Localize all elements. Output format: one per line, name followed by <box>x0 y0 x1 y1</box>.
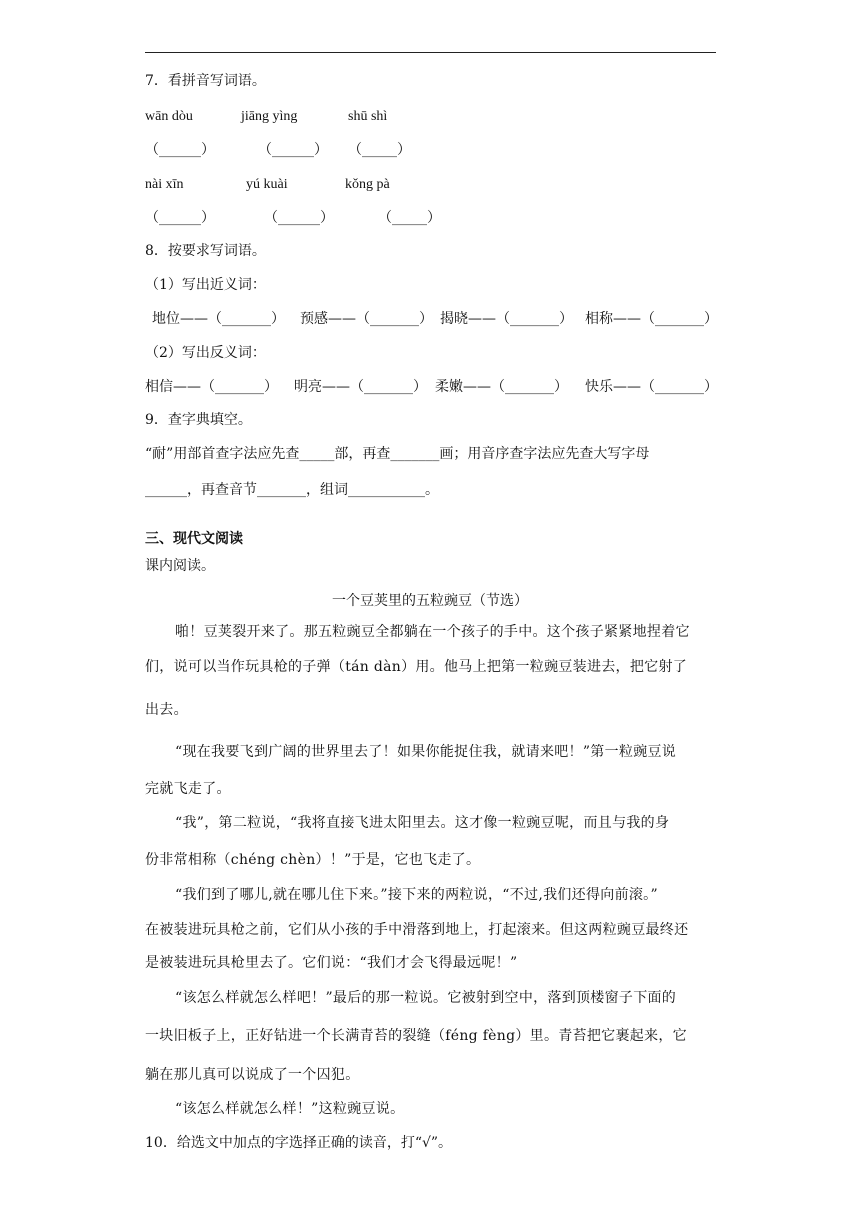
q8-sub2-label: （2）写出反义词： <box>145 345 266 361</box>
passage-line: 躺在那儿真可以说成了一个囚犯。 <box>145 1067 360 1083</box>
pinyin-wan-dou: wān dòu <box>145 109 193 124</box>
header-rule <box>145 52 716 53</box>
answer-blank[interactable]: （______） <box>145 142 215 158</box>
q10-title: 10．给选文中加点的字选择正确的读音，打“√”。 <box>145 1135 453 1151</box>
passage-line: 是被装进玩具枪里去了。它们说：“我们才会飞得最远呢！” <box>145 955 518 971</box>
passage-line: “该怎么样就怎么样吧！”最后的那一粒说。它被射到空中，落到顶楼窗子下面的 <box>175 990 677 1006</box>
synonym-item[interactable]: 地位——（_______） <box>152 311 285 327</box>
answer-blank[interactable]: （_____） <box>378 210 441 226</box>
section-heading: 三、现代文阅读 <box>145 531 243 547</box>
antonym-item[interactable]: 明亮——（_______） <box>294 379 427 395</box>
q8-title: 8．按要求写词语。 <box>145 243 266 259</box>
q9-title: 9．查字典填空。 <box>145 412 252 428</box>
passage-title: 一个豆荚里的五粒豌豆（节选） <box>332 593 528 609</box>
antonym-item[interactable]: 快乐——（_______） <box>585 379 718 395</box>
antonym-item[interactable]: 相信——（_______） <box>145 379 278 395</box>
antonym-item[interactable]: 柔嫩——（_______） <box>435 379 568 395</box>
q9-line-2: ______，再查音节_______，组词___________。 <box>145 482 439 498</box>
answer-blank[interactable]: （______） <box>258 142 328 158</box>
answer-blank[interactable]: （______） <box>145 210 215 226</box>
pinyin-yu-kuai: yú kuài <box>246 177 288 192</box>
q7-title: 7．看拼音写词语。 <box>145 73 266 89</box>
passage-line: 一块旧板子上，正好钻进一个长满青苔的裂缝（féng fèng）里。青苔把它裹起来，它 <box>145 1028 687 1044</box>
passage-line: “现在我要飞到广阔的世界里去了！如果你能捉住我，就请来吧！”第一粒豌豆说 <box>175 744 677 760</box>
q8-sub1-label: （1）写出近义词： <box>145 277 266 293</box>
synonym-item[interactable]: 揭晓——（_______） <box>440 311 573 327</box>
answer-blank[interactable]: （______） <box>264 210 334 226</box>
passage-line: 完就飞走了。 <box>145 781 231 797</box>
passage-line: 啪！豆荚裂开来了。那五粒豌豆全都躺在一个孩子的手中。这个孩子紧紧地捏着它 <box>175 624 690 640</box>
answer-blank[interactable]: （_____） <box>348 142 411 158</box>
passage-line: “我们到了哪儿,就在哪儿住下来。”接下来的两粒说，“不过,我们还得向前滚。” <box>175 887 658 903</box>
pinyin-shu-shi: shū shì <box>348 109 388 124</box>
pinyin-kong-pa: kǒng pà <box>345 177 390 192</box>
passage-line: 份非常相称（chéng chèn）！”于是，它也飞走了。 <box>145 852 481 868</box>
synonym-item[interactable]: 相称——（_______） <box>585 311 718 327</box>
pinyin-nai-xin: nài xīn <box>145 177 184 192</box>
synonym-item[interactable]: 预感——（_______） <box>300 311 433 327</box>
passage-line: “我”，第二粒说，“我将直接飞进太阳里去。这才像一粒豌豆呢，而且与我的身 <box>175 815 670 831</box>
passage-line: 在被装进玩具枪之前，它们从小孩的手中滑落到地上，打起滚来。但这两粒豌豆最终还 <box>145 922 689 938</box>
passage-line: “该怎么样就怎么样！”这粒豌豆说。 <box>175 1101 405 1117</box>
passage-line: 出去。 <box>145 702 188 718</box>
pinyin-jiang-ying: jiāng yìng <box>241 109 298 124</box>
reading-intro: 课内阅读。 <box>145 558 215 574</box>
passage-line: 们，说可以当作玩具枪的子弹（tán dàn）用。他马上把第一粒豌豆装进去，把它射了 <box>145 659 688 675</box>
q9-line-1: “耐”用部首查字法应先查_____部，再查_______画；用音序查字法应先查大写字母 <box>145 446 650 462</box>
